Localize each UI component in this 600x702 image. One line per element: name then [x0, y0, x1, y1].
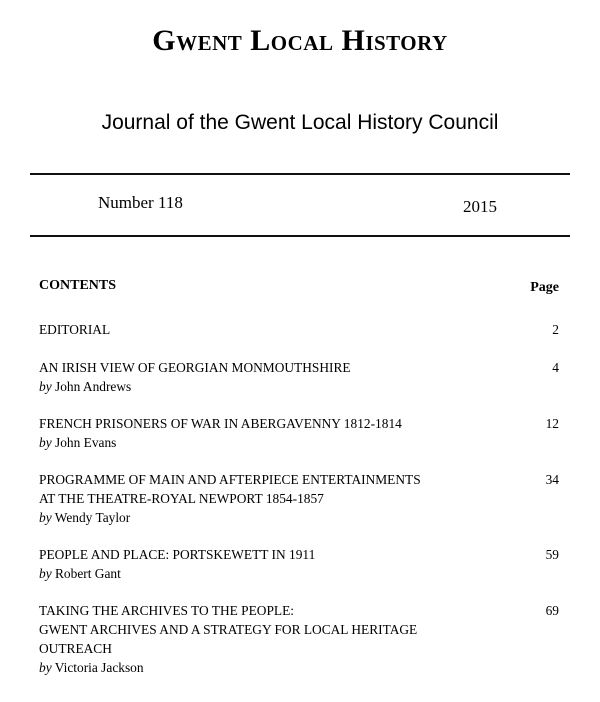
entry-author-prefix: by: [39, 510, 52, 525]
entry-author-name: John Andrews: [55, 379, 132, 394]
page-column-heading: Page: [530, 280, 559, 295]
contents-entry-editorial: [39, 320, 559, 339]
top-divider: [30, 173, 570, 175]
entry-author: [39, 508, 559, 527]
entry-title: PROGRAMME OF MAIN AND AFTERPIECE ENTERTAINMENTS AT THE THEATRE-ROYAL NEWPORT 1854-1857: [39, 472, 421, 506]
entry-author-name: Wendy Taylor: [54, 510, 131, 525]
entry-page-number: 12: [545, 416, 559, 431]
entry-author-name: Robert Gant: [55, 566, 121, 581]
entry-author-prefix: by: [39, 435, 52, 450]
entry-title: PEOPLE AND PLACE: PORTSKEWETT IN 1911: [39, 547, 316, 562]
contents-entry-portskewett: [39, 545, 559, 583]
entry-author-prefix: by: [39, 379, 52, 394]
entry-author: [39, 377, 559, 396]
entry-title: EDITORIAL: [39, 322, 111, 337]
entry-title: TAKING THE ARCHIVES TO THE PEOPLE: GWENT ARCHIVES AND A STRATEGY FOR LOCAL HERITAGE OUTREACH: [39, 603, 418, 656]
bottom-divider: [30, 235, 570, 237]
issue-year: 2015: [463, 197, 497, 216]
journal-title: Gwent Local History: [152, 24, 448, 57]
entry-author-prefix: by: [39, 660, 52, 675]
entry-page-number: 4: [552, 360, 559, 375]
contents-entry-irish-view: [39, 358, 559, 396]
entry-page-number: 59: [545, 547, 559, 562]
entry-title: AN IRISH VIEW OF GEORGIAN MONMOUTHSHIRE: [39, 360, 351, 375]
contents-heading: CONTENTS: [39, 278, 117, 293]
entry-author-name: John Evans: [55, 435, 117, 450]
issue-number: Number 118: [98, 193, 183, 212]
entry-author: [39, 564, 559, 583]
entry-title: FRENCH PRISONERS OF WAR IN ABERGAVENNY 1812-1814: [39, 416, 402, 431]
journal-subtitle: Journal of the Gwent Local History Council: [101, 111, 499, 134]
contents-entry-theatre-programme: [39, 470, 559, 527]
entry-author-prefix: by: [39, 566, 52, 581]
entry-page-number: 69: [545, 603, 559, 618]
entry-author-name: Victoria Jackson: [54, 660, 144, 675]
entry-page-number: 2: [552, 322, 559, 337]
entry-author: [39, 433, 559, 452]
entry-page-number: 34: [545, 472, 559, 487]
contents-entry-archives: [39, 601, 559, 677]
contents-entry-french-prisoners: [39, 414, 559, 452]
entry-author: [39, 658, 559, 677]
